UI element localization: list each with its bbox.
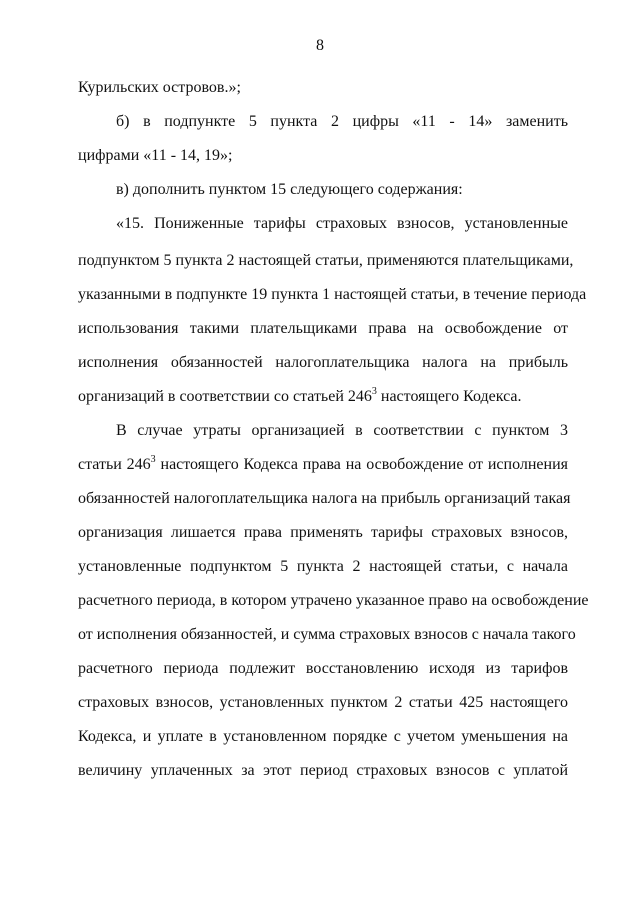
- text-line: в) дополнить пунктом 15 следующего содержания:: [116, 181, 463, 198]
- text-fragment: настоящего Кодекса права на освобождение от исполнения: [155, 456, 569, 473]
- text-line: В случае утраты организацией в соответствии с пунктом 3: [116, 422, 568, 439]
- text-line: подпунктом 5 пункта 2 настоящей статьи, применяются плательщиками,: [78, 252, 574, 269]
- text-line: «15. Пониженные тарифы страховых взносов, установленные: [116, 215, 568, 232]
- text-line: Курильских островов.»;: [78, 79, 241, 96]
- text-line: обязанностей налогоплательщика налога на прибыль организаций такая: [78, 490, 571, 507]
- text-line: [78, 455, 568, 475]
- text-line: от исполнения обязанностей, и сумма страховых взносов с начала такого: [78, 626, 576, 643]
- text-line: [78, 387, 568, 407]
- text-line: расчетного периода, в котором утрачено указанное право на освобождение: [78, 592, 589, 609]
- text-fragment: настоящего Кодекса.: [376, 388, 522, 405]
- text-fragment: организаций в соответствии со статьей 246: [78, 388, 372, 405]
- page-number: 8: [316, 37, 324, 54]
- superscript: 3: [371, 385, 377, 397]
- text-line: Кодекса, и уплате в установленном порядке с учетом уменьшения на: [78, 728, 568, 745]
- text-line: установленные подпунктом 5 пункта 2 настоящей статьи, с начала: [78, 558, 568, 575]
- text-line: б) в подпункте 5 пункта 2 цифры «11 - 14» заменить: [116, 113, 568, 130]
- text-line: указанными в подпункте 19 пункта 1 настоящей статьи, в течение периода: [78, 286, 587, 303]
- text-line: цифрами «11 - 14, 19»;: [78, 147, 233, 164]
- text-line: исполнения обязанностей налогоплательщика налога на прибыль: [78, 354, 568, 371]
- text-line: расчетного периода подлежит восстановлению исходя из тарифов: [78, 660, 568, 677]
- text-line: страховых взносов, установленных пунктом 2 статьи 425 настоящего: [78, 694, 568, 711]
- text-fragment: статьи 246: [78, 456, 151, 473]
- text-line: величину уплаченных за этот период страховых взносов с уплатой: [78, 762, 568, 779]
- superscript: 3: [150, 453, 156, 465]
- text-line: использования такими плательщиками права на освобождение от: [78, 320, 568, 337]
- text-line: организация лишается права применять тарифы страховых взносов,: [78, 524, 568, 541]
